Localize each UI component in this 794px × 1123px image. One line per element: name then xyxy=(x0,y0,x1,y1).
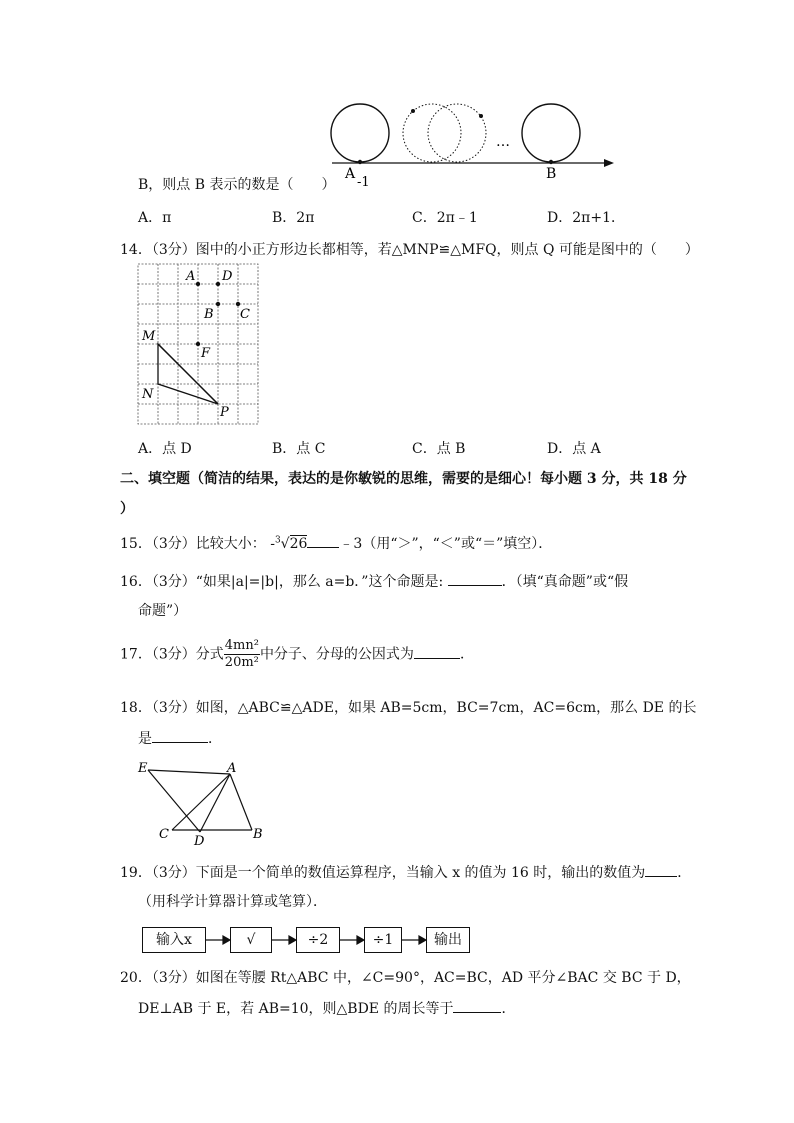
q20-answer-blank[interactable] xyxy=(453,998,501,1013)
q18-question xyxy=(120,697,696,717)
q13-dot-1 xyxy=(411,109,415,113)
q18-text-b-line xyxy=(138,728,222,748)
q20-text-a: 如图在等腰 Rt△ABC 中，∠C=90°，AC=BC，AD 平分∠BAC 交 BC 于 D， xyxy=(195,970,691,986)
q18-segment-ad xyxy=(200,774,230,832)
q13-dot-2 xyxy=(479,114,483,118)
q16-answer-blank[interactable] xyxy=(448,571,502,586)
q18-segment-ed xyxy=(148,770,200,832)
q19-answer-blank[interactable] xyxy=(645,862,677,877)
q14-label-f: F xyxy=(201,346,211,361)
q16-number: 16． xyxy=(120,574,152,590)
q14-label-b: B xyxy=(204,307,214,322)
flow-arrow-2-icon xyxy=(289,936,296,944)
q20-text-b-line xyxy=(138,998,515,1018)
q16-text-a: “如果|a|=|b|，那么 a=b．”这个命题是: xyxy=(195,574,444,590)
q14-point-b xyxy=(216,302,220,306)
q13-circle-end xyxy=(522,104,580,162)
flow-divide1-box: ÷1 xyxy=(364,927,402,953)
q17-text-c: ． xyxy=(459,646,474,663)
q14-stem: 图中的小正方形边长都相等，若△MNP≌△MFQ，则点 Q 可能是图中的（ ） xyxy=(195,242,699,258)
q16-score: （3分） xyxy=(151,574,196,590)
q14-option-c[interactable]: C．点 B xyxy=(412,441,466,457)
q18-answer-blank[interactable] xyxy=(152,728,208,743)
q17-text-a: 分式 xyxy=(195,646,224,663)
q13-option-b[interactable]: B．2π xyxy=(272,210,315,226)
q15-radical-icon: √ xyxy=(280,536,290,552)
q17-denominator: 20m² xyxy=(224,655,259,670)
q18-text-b: 是 xyxy=(138,731,152,747)
q13-point-a xyxy=(358,160,362,164)
q18-label-d: D xyxy=(194,834,205,848)
q18-score: （3分） xyxy=(151,700,196,716)
q19-question xyxy=(120,862,691,882)
q13-arrow-icon xyxy=(604,159,614,167)
q17-numerator: 4mn² xyxy=(224,638,259,653)
q14-label-m: M xyxy=(142,329,156,344)
q14-point-f xyxy=(196,342,200,346)
q20-text-b: DE⊥AB 于 E，若 AB=10，则△BDE 的周长等于 xyxy=(138,1001,454,1017)
q13-circle-rolling-2 xyxy=(428,104,486,162)
q13-label-b: B xyxy=(546,166,557,182)
q18-label-c: C xyxy=(159,827,169,842)
flow-input-box: 输入x xyxy=(142,927,206,953)
q14-point-d xyxy=(216,282,220,286)
q13-ellipsis: … xyxy=(496,134,510,150)
q20-score: （3分） xyxy=(151,970,196,986)
q15-radicand: 26 xyxy=(289,536,308,552)
q15-number: 15． xyxy=(120,536,152,552)
q14-label-p: P xyxy=(220,405,229,420)
q16-text-c: 命题”） xyxy=(138,603,188,619)
q15-minus: - xyxy=(270,536,275,552)
section2-title: 二、填空题（简洁的结果，表达的是你敏锐的思维，需要的是细心！每小题 3 分，共 18 分 xyxy=(120,471,687,487)
q20-text-c: ． xyxy=(501,1001,516,1017)
q14-option-d[interactable]: D．点 A xyxy=(547,441,601,457)
q15-question xyxy=(120,533,552,553)
q18-segment-ab xyxy=(230,774,252,830)
q20-number: 20． xyxy=(120,970,152,986)
q19-text-a: 下面是一个简单的数值运算程序，当输入 x 的值为 16 时，输出的数值为 xyxy=(195,865,646,881)
q14-option-a[interactable]: A．点 D xyxy=(138,441,192,457)
q14-point-c xyxy=(236,302,240,306)
q13-label-a: A xyxy=(345,166,356,182)
q15-text-b: ﹣3（用“＞”，“＜”或“＝”填空）． xyxy=(339,536,553,552)
q13-figure xyxy=(320,98,620,186)
q13-stem-tail: B，则点 B 表示的数是（ ） xyxy=(138,177,336,193)
q14-score: （3分） xyxy=(151,242,196,258)
q15-score: （3分） xyxy=(151,536,196,552)
q19-text-c: （用科学计算器计算或笔算）． xyxy=(138,894,327,910)
q13-option-d[interactable]: D．2π+1． xyxy=(547,210,625,226)
q14-point-a xyxy=(196,282,200,286)
q13-point-b xyxy=(549,160,553,164)
flow-arrow-1-icon xyxy=(223,936,230,944)
q19-number: 19． xyxy=(120,865,152,881)
q18-text-a: 如图，△ABC≌△ADE，如果 AB=5cm，BC=7cm，AC=6cm，那么 DE 的长 xyxy=(195,700,697,716)
q18-segment-ea xyxy=(148,770,230,774)
flow-arrows xyxy=(204,931,430,951)
q20-question xyxy=(120,967,691,987)
section2-title-cont: ） xyxy=(120,501,134,517)
q13-circle-rolling-1 xyxy=(403,104,461,162)
q13-option-c[interactable]: C．2π﹣1 xyxy=(412,210,478,226)
q14-question xyxy=(120,239,699,259)
q18-segment-ac xyxy=(172,774,230,830)
q17-score: （3分） xyxy=(151,646,196,663)
flow-sqrt-box: √ xyxy=(230,927,272,953)
q18-number: 18． xyxy=(120,700,152,716)
q18-triangle-figure xyxy=(134,758,274,848)
q17-question xyxy=(120,638,474,671)
q18-label-b: B xyxy=(253,827,263,842)
flow-arrow-3-icon xyxy=(357,936,364,944)
q19-text-b: ． xyxy=(677,865,692,881)
q14-label-d: D xyxy=(222,269,233,284)
q13-label-a-value: -1 xyxy=(357,175,370,186)
q14-label-c: C xyxy=(240,307,250,322)
q17-answer-blank[interactable] xyxy=(414,644,460,659)
q17-fraction xyxy=(224,638,260,671)
q18-label-a: A xyxy=(227,761,237,776)
q14-label-n: N xyxy=(142,387,154,402)
q17-number: 17． xyxy=(120,646,152,663)
q19-score: （3分） xyxy=(151,865,196,881)
q16-question xyxy=(120,571,628,591)
q16-text-b: ．（填“真命题”或“假 xyxy=(501,574,629,590)
q17-text-b: 中分子、分母的公因式为 xyxy=(259,646,414,663)
q14-grid-figure xyxy=(134,260,264,426)
q18-label-e: E xyxy=(138,761,148,776)
flow-divide2-box: ÷2 xyxy=(296,927,340,953)
q15-answer-blank[interactable] xyxy=(307,533,339,548)
q13-circle-start xyxy=(331,104,389,162)
q14-label-a: A xyxy=(186,269,196,284)
q15-root-index: 3 xyxy=(274,535,281,546)
q13-option-a[interactable]: A．π xyxy=(138,210,172,226)
flow-arrow-4-icon xyxy=(419,936,426,944)
q14-number: 14． xyxy=(120,242,152,258)
q15-text-a: 比较大小： xyxy=(195,536,266,552)
q18-text-c: ． xyxy=(208,731,222,747)
flow-output-box: 输出 xyxy=(426,927,470,953)
q14-option-b[interactable]: B．点 C xyxy=(272,441,326,457)
